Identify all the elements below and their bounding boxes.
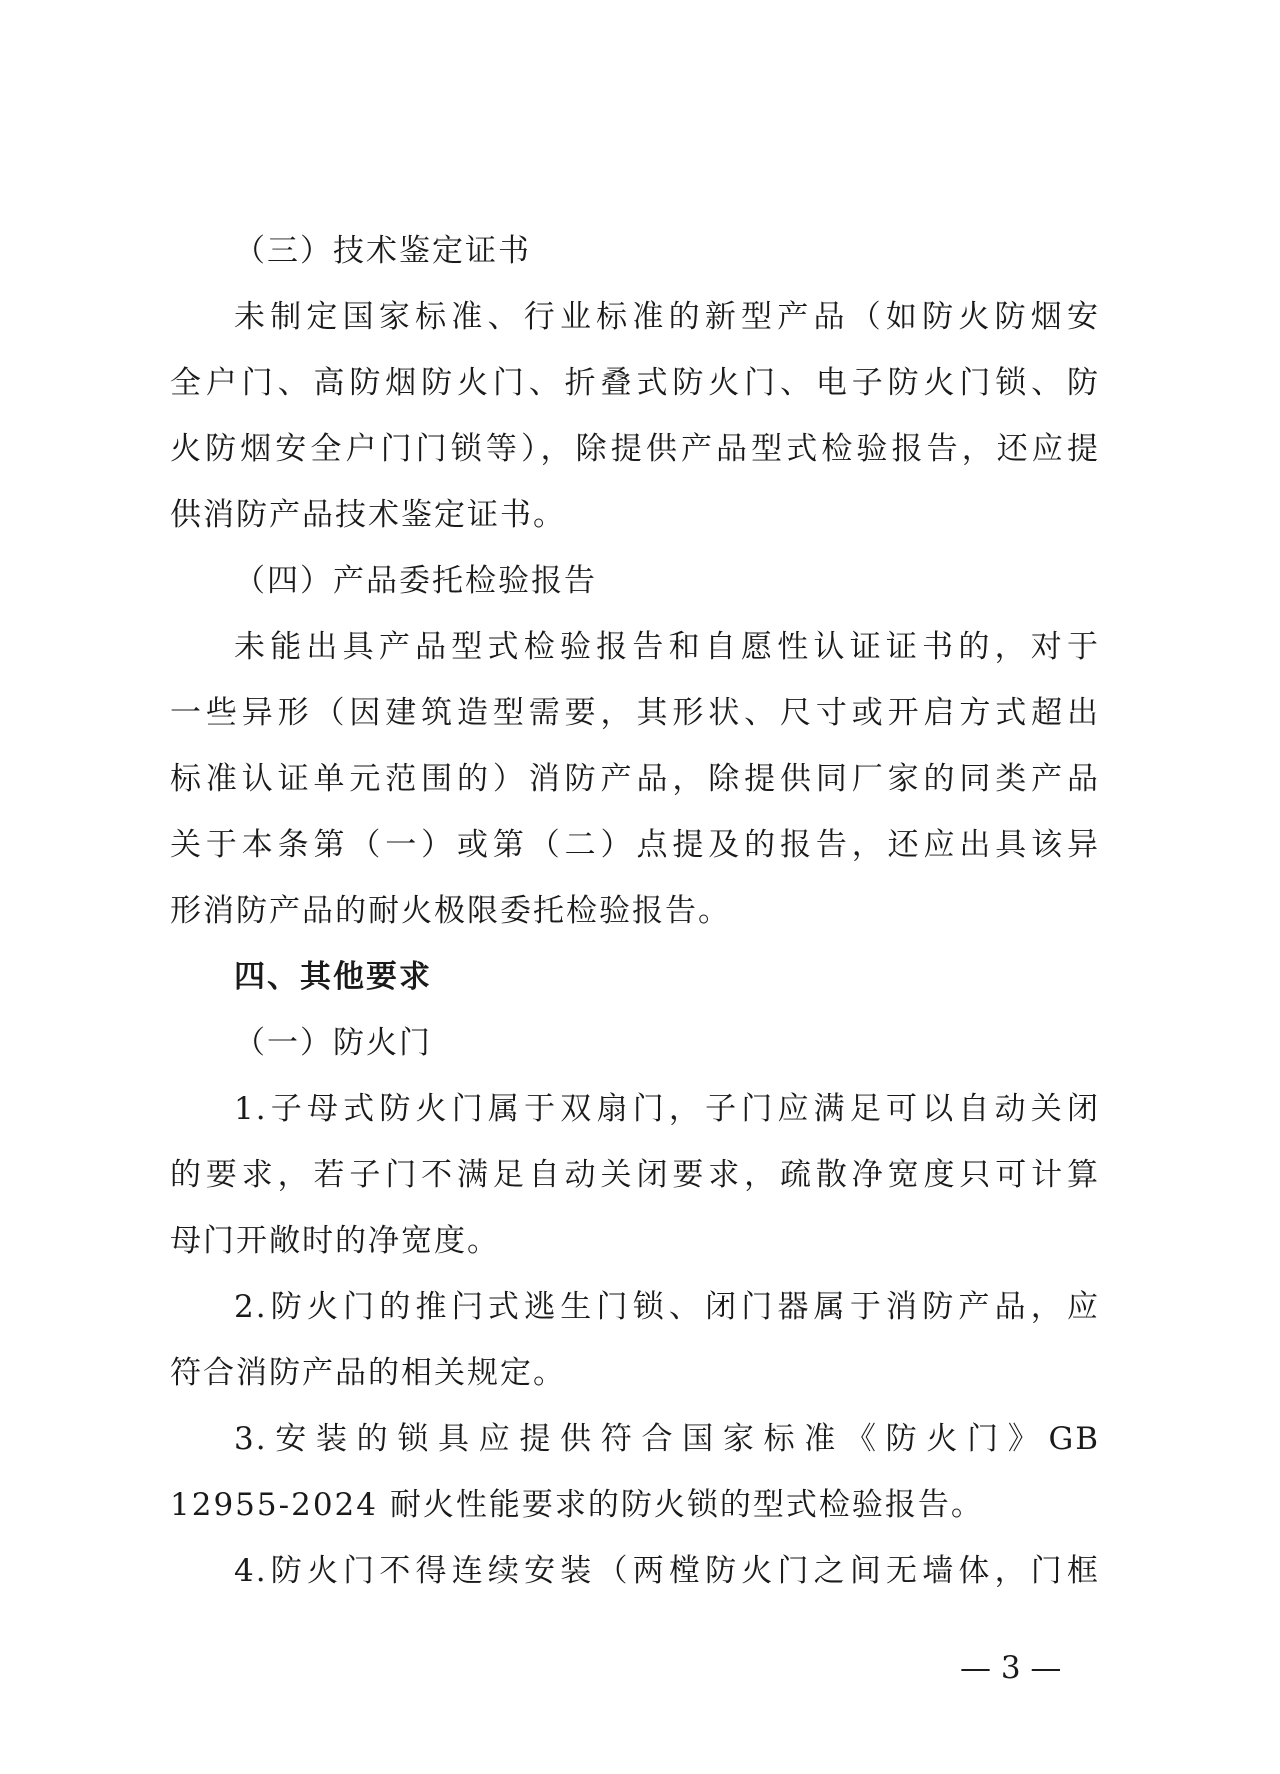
list-item-1	[170, 1076, 1100, 1274]
text-line: 12955-2024 耐火性能要求的防火锁的型式检验报告。	[170, 1487, 984, 1523]
text-line: 形消防产品的耐火极限委托检验报告。	[170, 893, 731, 929]
text-line: 标准认证单元范围的）消防产品，除提供同厂家的同类产品	[170, 761, 1100, 797]
chapter-heading-other-requirements: 四、其他要求	[234, 959, 432, 995]
text-line: 的要求，若子门不满足自动关闭要求，疏散净宽度只可计算	[170, 1157, 1100, 1193]
text-line: 关于本条第（一）或第（二）点提及的报告，还应出具该异	[170, 827, 1100, 863]
text-line: 一些异形（因建筑造型需要，其形状、尺寸或开启方式超出	[170, 695, 1100, 731]
list-item-2	[170, 1274, 1100, 1406]
paragraph-tech-certificate	[170, 284, 1100, 548]
text-line: 母门开敞时的净宽度。	[170, 1223, 500, 1259]
text-line: 火防烟安全户门门锁等），除提供产品型式检验报告，还应提	[170, 431, 1100, 467]
text-line: 3.安装的锁具应提供符合国家标准《防火门》GB	[234, 1421, 1100, 1457]
list-item-3	[170, 1406, 1100, 1538]
paragraph-entrusted-test-report	[170, 614, 1100, 944]
section-heading-fire-doors: （一）防火门	[234, 1025, 432, 1061]
text-line: 未制定国家标准、行业标准的新型产品（如防火防烟安	[234, 299, 1100, 335]
page-number: — 3 —	[960, 1650, 1062, 1686]
text-line: 1.子母式防火门属于双扇门，子门应满足可以自动关闭	[234, 1091, 1100, 1127]
list-item-4	[170, 1538, 1100, 1604]
text-line: 供消防产品技术鉴定证书。	[170, 497, 566, 533]
text-line: 全户门、高防烟防火门、折叠式防火门、电子防火门锁、防	[170, 365, 1100, 401]
text-line: 符合消防产品的相关规定。	[170, 1355, 566, 1391]
text-line: 2.防火门的推闩式逃生门锁、闭门器属于消防产品，应	[234, 1289, 1100, 1325]
section-heading-entrusted-test-report: （四）产品委托检验报告	[234, 563, 597, 599]
document-body	[170, 218, 1100, 1604]
text-line: 4.防火门不得连续安装（两樘防火门之间无墙体，门框	[234, 1553, 1100, 1589]
section-heading-tech-certificate: （三）技术鉴定证书	[234, 233, 531, 269]
text-line: 未能出具产品型式检验报告和自愿性认证证书的，对于	[234, 629, 1100, 665]
